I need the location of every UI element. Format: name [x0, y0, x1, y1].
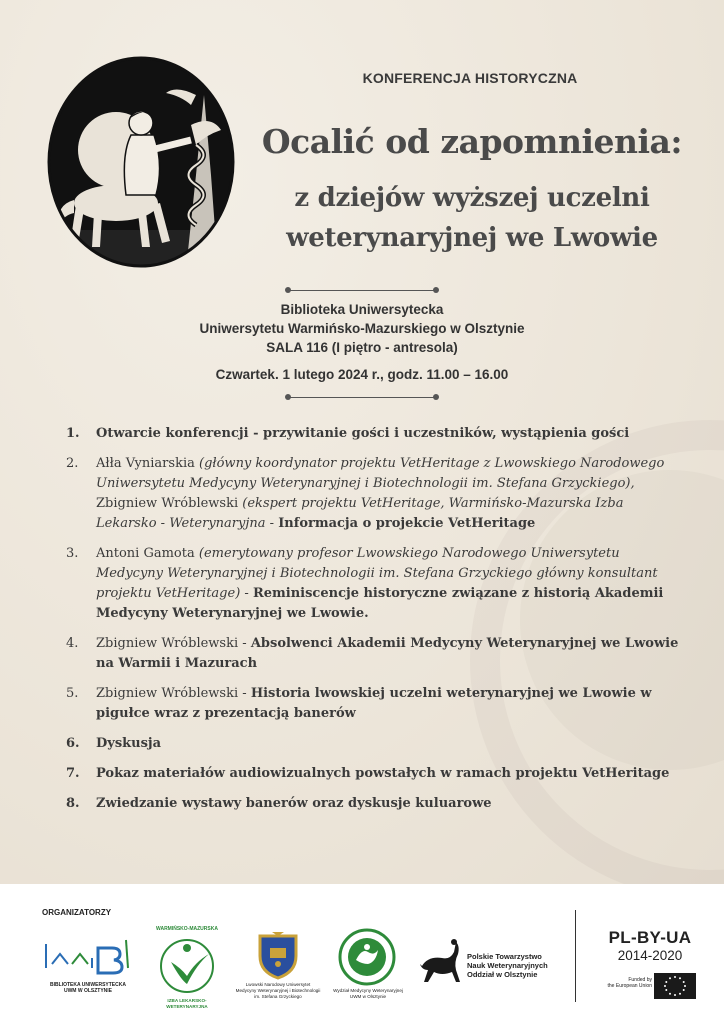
- agenda-number: 5.: [66, 686, 79, 701]
- vet-faculty-logo-icon: [336, 928, 398, 986]
- program-name: PL-BY-UA: [608, 928, 692, 947]
- venue-line-1: Biblioteka Uniwersytecka: [280, 302, 444, 317]
- agenda-number: 3.: [66, 546, 79, 561]
- agenda-number: 6.: [66, 736, 80, 751]
- ptnw-centaur-logo-icon: [412, 936, 464, 986]
- divider-dot: [433, 287, 439, 293]
- program-years: 2014-2020: [617, 948, 683, 963]
- agenda-speaker-note: (główny koordynator projektu VetHeritage z Lwowskiego Narodowego Uniwersytetu Medycyny Weterynaryjnej i Biotechnologii im. Stefana Grzyckiego),: [96, 456, 665, 491]
- ptnw-line-2: Nauk Weterynaryjnych: [467, 961, 548, 970]
- agenda-separator: -: [238, 686, 251, 701]
- eu-flag-icon: [654, 973, 696, 999]
- vet-faculty-caption-line-2: UWM w Olsztynie: [349, 994, 387, 999]
- agenda-title: Absolwenci Akademii Medycyny Weterynaryjnej we Lwowie na Warmii i Mazurach: [96, 636, 679, 671]
- divider-top: [288, 290, 436, 291]
- vet-faculty-caption-line-1: Wydział Medycyny Weterynaryjnej: [333, 988, 403, 993]
- agenda-speaker: Zbigniew Wróblewski: [96, 686, 239, 701]
- agenda-item: [66, 544, 686, 624]
- divider-bottom: [288, 397, 436, 398]
- agenda-title: Pokaz materiałów audiowizualnych powstałych w ramach projektu VetHeritage: [96, 766, 670, 781]
- agenda-speaker-note: (emerytowany profesor Lwowskiego Narodowego Uniwersytetu Medycyny Weterynaryjnej i Biotechnologii im. Stefana Grzyckiego główny konsultant projektu VetHeritage): [96, 546, 658, 601]
- venue-room: SALA 116 (I piętro - antresola): [266, 340, 458, 355]
- subtitle-line-2: weterynaryjnej we Lwowie: [286, 223, 658, 253]
- lviv-caption-line-3: im. Stefana Grzyckiego: [254, 994, 302, 999]
- vet-chamber-text-top: WARMIŃSKO-MAZURSKA: [156, 926, 218, 932]
- agenda-number: 4.: [66, 636, 79, 651]
- library-logo-caption: [30, 982, 146, 994]
- lviv-caption-line-1: Lwowski Narodowy Uniwersytet: [245, 982, 311, 987]
- agenda-item: [66, 794, 686, 814]
- agenda-item: [66, 684, 686, 724]
- divider-dot: [285, 394, 291, 400]
- agenda-speaker: Zbigniew Wróblewski: [96, 636, 239, 651]
- agenda-title: Informacja o projekcie VetHeritage: [278, 516, 536, 531]
- funded-line-1: Funded by: [628, 977, 652, 983]
- agenda-speaker: Ałła Vyniarskia: [96, 456, 195, 471]
- vet-chamber-text-bottom: IZBA LEKARSKO-WETERYNARYJNA: [166, 998, 208, 1009]
- agenda-separator: -: [240, 586, 253, 601]
- vet-faculty-caption: [322, 988, 414, 1000]
- divider-dot: [433, 394, 439, 400]
- agenda-list: [66, 424, 686, 824]
- ptnw-line-3: Oddział w Olsztynie: [467, 970, 538, 979]
- agenda-separator: -: [238, 636, 251, 651]
- agenda-title: Dyskusja: [96, 736, 162, 751]
- lviv-caption-line-2: Medycyny Weterynaryjnej i Biotechnologii: [235, 988, 321, 993]
- lviv-university-crest-icon: [256, 930, 300, 980]
- agenda-number: 2.: [66, 456, 79, 471]
- agenda-item: [66, 634, 686, 674]
- lviv-university-caption: [228, 982, 328, 1000]
- venue-block: [150, 300, 574, 357]
- agenda-title: Historia lwowskiej uczelni weterynaryjnej we Lwowie w pigułce wraz z prezentacją banerów: [96, 686, 652, 721]
- agenda-item: [66, 454, 686, 534]
- funded-line-2: the European Union: [607, 983, 652, 989]
- venue-line-2: Uniwersytetu Warmińsko-Mazurskiego w Olsztynie: [199, 321, 525, 336]
- library-caption-line-1: BIBLIOTEKA UNIWERSYTECKA: [50, 982, 126, 988]
- vet-chamber-logo-icon: [143, 926, 231, 1006]
- library-caption-line-2: UWM W OLSZTYNIE: [63, 988, 113, 994]
- agenda-number: 7.: [66, 766, 80, 781]
- page-subtitle: [252, 178, 692, 258]
- agenda-title: Otwarcie konferencji - przywitanie gości i uczestników, wystąpienia gości: [96, 426, 630, 441]
- organizers-label: ORGANIZATORZY: [42, 908, 112, 917]
- subtitle-line-1: z dziejów wyższej uczelni: [294, 183, 650, 213]
- agenda-separator: -: [265, 516, 279, 531]
- agenda-title: Reminiscencje historyczne związane z historią Akademii Medycyny Weterynaryjnej we Lwowie.: [96, 586, 664, 621]
- event-date-time: Czwartek. 1 lutego 2024 r., godz. 11.00 – 16.00: [215, 367, 509, 382]
- agenda-speaker: Zbigniew Wróblewski: [96, 496, 239, 511]
- agenda-title: Zwiedzanie wystawy banerów oraz dyskusje kuluarowe: [96, 796, 492, 811]
- funded-by-text: [596, 977, 652, 989]
- agenda-speaker: Antoni Gamota: [96, 546, 195, 561]
- agenda-item: [66, 424, 686, 444]
- agenda-item: [66, 764, 686, 784]
- divider-dot: [285, 287, 291, 293]
- event-type: KONFERENCJA HISTORYCZNA: [362, 70, 578, 86]
- agenda-item: [66, 734, 686, 754]
- library-logo-icon: [42, 938, 134, 978]
- ptnw-name: [467, 952, 587, 979]
- agenda-number: 1.: [66, 426, 80, 441]
- page-title: Ocalić od zapomnienia:: [261, 122, 683, 161]
- agenda-speaker-note: (ekspert projektu VetHeritage, Warmińsko-Mazurska Izba Lekarsko - Weterynaryjna: [96, 496, 624, 531]
- ptnw-line-1: Polskie Towarzystwo: [467, 952, 542, 961]
- agenda-number: 8.: [66, 796, 80, 811]
- centaur-emblem-icon: [46, 55, 236, 270]
